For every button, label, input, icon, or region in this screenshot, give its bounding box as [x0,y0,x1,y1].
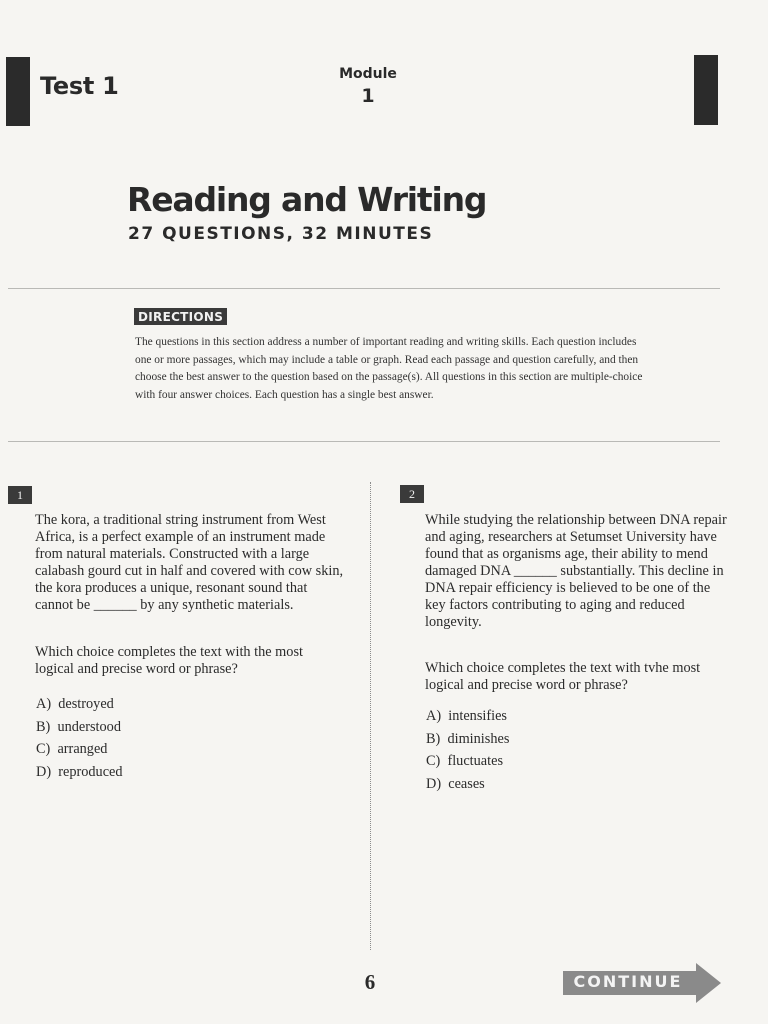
answer-choice-a[interactable]: A) intensifies [426,708,507,724]
question-prompt: Which choice completes the text with the most logical and precise word or phrase? [35,644,303,677]
right-page-tab-bar [694,55,718,125]
answer-choice-d[interactable]: D) ceases [426,775,485,792]
answer-choice-d[interactable]: D) reproduced [36,763,123,780]
section-subtitle: 27 QUESTIONS, 32 MINUTES [128,224,434,244]
arrow-right-icon [563,963,721,1003]
question-number-badge: 2 [400,485,424,503]
module-label: Module [339,66,397,82]
divider-line [8,288,720,289]
question-passage: The kora, a traditional string instrument from West Africa, is a perfect example of an instrument made from natural materials. Constructed with a large calabash gourd cut in half and covered with cow skin, the kora produces a unique, resonant sound that cannot be ______ by any synthetic materials. [35,512,344,613]
answer-choices [36,693,123,783]
section-title: Reading and Writing [127,180,487,219]
directions-label: DIRECTIONS [134,308,227,325]
answer-choice-b[interactable]: B) diminishes [426,730,510,747]
continue-arrow-button[interactable] [563,963,721,1003]
page-number: 6 [364,970,376,994]
continue-label: CONTINUE [573,972,683,991]
question-number-badge: 1 [8,486,32,504]
answer-choice-a[interactable]: A) destroyed [36,696,114,712]
question-prompt: Which choice completes the text with tvhe most logical and precise word or phrase? [425,660,701,693]
answer-choice-b[interactable]: B) understood [36,718,121,735]
directions-text: The questions in this section address a number of important reading and writing skills. Each question includes one or more passages, which may include a table or graph. Read each passage and question carefully, and then choose the best answer to the question based on the passage(s). All questions in this section are multiple-choice with four answer choices. Each question has a single best answer. [135,336,643,401]
column-divider [370,482,371,950]
answer-choices [426,705,509,795]
left-page-tab-bar [6,57,30,126]
test-title: Test 1 [40,72,119,100]
answer-choice-c[interactable]: C) arranged [36,741,108,757]
answer-choice-c[interactable]: C) fluctuates [426,753,504,769]
module-number: 1 [361,85,375,107]
question-passage: While studying the relationship between DNA repair and aging, researchers at Setumset University have found that as organisms age, their ability to mend damaged DNA ______ substantially. This decline in DNA repair efficiency is believed to be one of the key factors contributing to aging and reduced longevity. [425,512,727,630]
divider-line [8,441,720,442]
